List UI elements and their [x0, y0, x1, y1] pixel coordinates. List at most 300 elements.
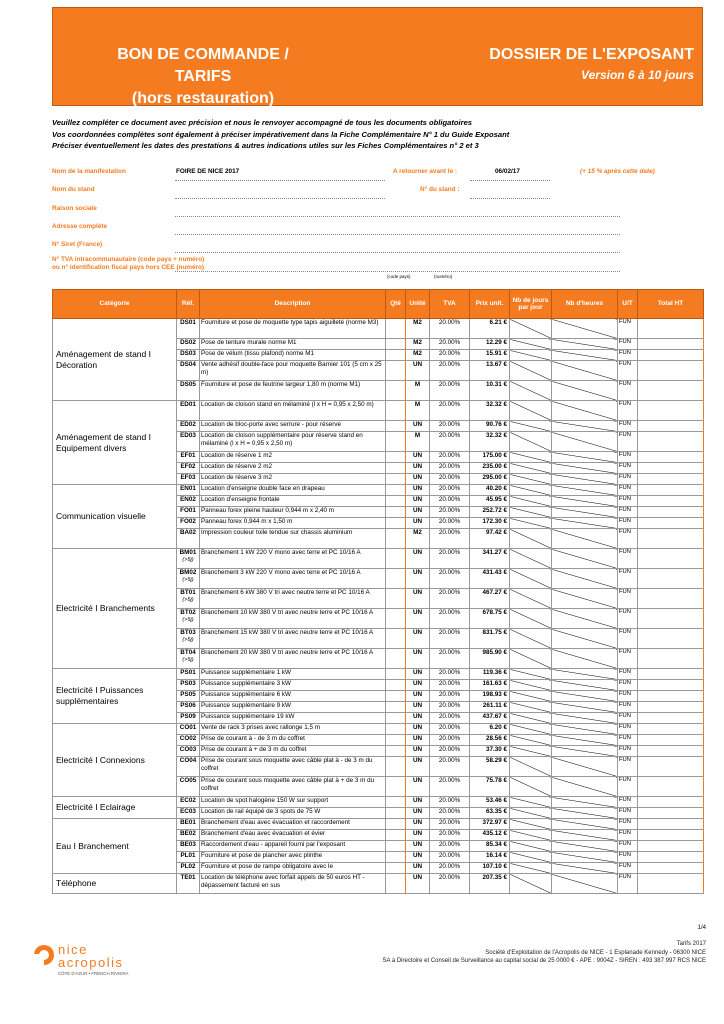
tva-cell: 20.00%: [430, 746, 470, 757]
hours-input[interactable]: [552, 863, 618, 874]
ut-cell: FUN: [618, 463, 638, 474]
hours-input[interactable]: [552, 808, 618, 819]
tva-cell: 20.00%: [430, 724, 470, 735]
table-row: [53, 874, 704, 894]
description-cell: Location de rail équipé de 3 spots de 75 W: [200, 808, 386, 819]
price-cell: 467.27 €: [470, 589, 510, 609]
description-cell: Puissance supplémentaire 9 kW: [200, 702, 386, 713]
col-total: Total HT: [638, 290, 704, 319]
ref-cell: [177, 808, 200, 819]
tva-cell: 20.00%: [430, 452, 470, 463]
ref-duration-note: (>5j): [182, 576, 194, 583]
days-input[interactable]: [510, 863, 552, 874]
price-cell: 37.30 €: [470, 746, 510, 757]
quantity-input[interactable]: [386, 702, 406, 713]
unit-cell: M: [406, 381, 430, 401]
days-input[interactable]: [510, 319, 552, 339]
quantity-input[interactable]: [386, 852, 406, 863]
siret-label: N° Siret (France): [52, 241, 103, 248]
hours-input[interactable]: [552, 518, 618, 529]
days-input[interactable]: [510, 680, 552, 691]
ut-cell: FUN: [618, 852, 638, 863]
hours-input[interactable]: [552, 649, 618, 669]
quantity-input[interactable]: [386, 713, 406, 724]
ref-cell: [177, 401, 200, 421]
hours-input[interactable]: [552, 609, 618, 629]
hours-input[interactable]: [552, 401, 618, 421]
days-input[interactable]: [510, 757, 552, 777]
ref-cell: [177, 381, 200, 401]
ref-cell: [177, 569, 200, 589]
quantity-input[interactable]: [386, 319, 406, 339]
hours-input[interactable]: [552, 680, 618, 691]
quantity-input[interactable]: [386, 863, 406, 874]
description-cell: Puissance supplémentaire 1 kW: [200, 669, 386, 680]
tva-cell: 20.00%: [430, 841, 470, 852]
days-input[interactable]: [510, 432, 552, 452]
days-input[interactable]: [510, 713, 552, 724]
days-input[interactable]: [510, 474, 552, 485]
hours-input[interactable]: [552, 841, 618, 852]
quantity-input[interactable]: [386, 609, 406, 629]
days-input[interactable]: [510, 724, 552, 735]
quantity-input[interactable]: [386, 691, 406, 702]
description-cell: Prise de courant sous moquette avec câble plat à - de 3 m du coffret: [200, 757, 386, 777]
col-hours: Nb d'heures: [552, 290, 618, 319]
quantity-input[interactable]: [386, 629, 406, 649]
hours-input[interactable]: [552, 421, 618, 432]
hours-input[interactable]: [552, 463, 618, 474]
category-cell: Electricité I Eclairage: [53, 797, 177, 819]
category-cell: Electricité I Connexions: [53, 724, 177, 797]
description-cell: Branchement 15 kW 380 V tri avec neutre terre et PC 10/16 A: [200, 629, 386, 649]
days-input[interactable]: [510, 549, 552, 569]
ref-code: EF02: [180, 463, 196, 470]
quantity-input[interactable]: [386, 463, 406, 474]
quantity-input[interactable]: [386, 549, 406, 569]
hours-input[interactable]: [552, 319, 618, 339]
ref-duration-note: (>5j): [182, 596, 194, 603]
ref-code: CO03: [179, 746, 197, 753]
hours-input[interactable]: [552, 797, 618, 808]
days-input[interactable]: [510, 421, 552, 432]
return-label: A retourner avant le :: [393, 168, 458, 175]
quantity-input[interactable]: [386, 589, 406, 609]
hours-input[interactable]: [552, 529, 618, 549]
ref-cell: [177, 797, 200, 808]
unit-cell: UN: [406, 713, 430, 724]
tva-cell: 20.00%: [430, 852, 470, 863]
siret-field[interactable]: [175, 252, 620, 253]
total-cell: [638, 669, 704, 680]
tva-cell: 20.00%: [430, 713, 470, 724]
days-input[interactable]: [510, 808, 552, 819]
days-input[interactable]: [510, 496, 552, 507]
ut-cell: FUN: [618, 549, 638, 569]
ref-cell: [177, 432, 200, 452]
quantity-input[interactable]: [386, 757, 406, 777]
description-cell: Location de réserve 2 m2: [200, 463, 386, 474]
unit-cell: UN: [406, 797, 430, 808]
tva-cell: 20.00%: [430, 830, 470, 841]
days-input[interactable]: [510, 339, 552, 350]
ut-cell: FUN: [618, 735, 638, 746]
hours-input[interactable]: [552, 350, 618, 361]
ut-cell: FUN: [618, 421, 638, 432]
price-cell: 15.91 €: [470, 350, 510, 361]
ref-cell: [177, 713, 200, 724]
ref-cell: [177, 589, 200, 609]
quantity-input[interactable]: [386, 669, 406, 680]
quantity-input[interactable]: [386, 339, 406, 350]
ut-cell: FUN: [618, 863, 638, 874]
table-row: [53, 797, 704, 808]
days-input[interactable]: [510, 874, 552, 894]
total-cell: [638, 589, 704, 609]
ref-cell: [177, 507, 200, 518]
description-cell: Puissance supplémentaire 19 kW: [200, 713, 386, 724]
description-cell: Prise de courant sous moquette avec câble plat à + de 3 m du coffret: [200, 777, 386, 797]
ref-code: BT02: [180, 609, 196, 616]
table-row: [53, 401, 704, 421]
intro-line: Veuillez compléter ce document avec précision et nous le renvoyer accompagné de tous les documents obligatoires: [52, 118, 473, 127]
ref-code: CO01: [179, 724, 197, 731]
hours-input[interactable]: [552, 757, 618, 777]
category-cell: Aménagement de stand I Equipement divers: [53, 401, 177, 485]
price-cell: 6.21 €: [470, 319, 510, 339]
total-cell: [638, 777, 704, 797]
tva-cell: 20.00%: [430, 529, 470, 549]
unit-cell: UN: [406, 589, 430, 609]
total-cell: [638, 649, 704, 669]
intro-line: Vos coordonnées complètes sont également à préciser impérativement dans la Fiche Complémentaire N° 1 du Guide Exposant: [52, 129, 510, 139]
hours-input[interactable]: [552, 874, 618, 894]
hours-input[interactable]: [552, 432, 618, 452]
total-cell: [638, 474, 704, 485]
tva-cell: 20.00%: [430, 569, 470, 589]
code-pays-hint: (code pays): [387, 274, 411, 279]
days-input[interactable]: [510, 485, 552, 496]
ref-cell: [177, 361, 200, 381]
unit-cell: M2: [406, 319, 430, 339]
quantity-input[interactable]: [386, 649, 406, 669]
adresse-label: Adresse complète: [52, 223, 108, 230]
total-cell: [638, 463, 704, 474]
category-cell: Electricité I Branchements: [53, 549, 177, 669]
total-cell: [638, 518, 704, 529]
description-cell: Location de cloison stand en mélaminé (l x H = 0,95 x 2,50 m): [200, 401, 386, 421]
days-input[interactable]: [510, 830, 552, 841]
unit-cell: UN: [406, 421, 430, 432]
days-input[interactable]: [510, 401, 552, 421]
days-input[interactable]: [510, 735, 552, 746]
hours-input[interactable]: [552, 507, 618, 518]
hours-input[interactable]: [552, 339, 618, 350]
order-table: [52, 289, 704, 894]
hours-input[interactable]: [552, 669, 618, 680]
ref-duration-note: (>5j): [182, 656, 194, 663]
price-cell: 6.20 €: [470, 724, 510, 735]
table-row: [53, 819, 704, 830]
tva-cell: 20.00%: [430, 702, 470, 713]
price-cell: 10.31 €: [470, 381, 510, 401]
stand-label: Nom du stand: [52, 186, 95, 193]
quantity-input[interactable]: [386, 485, 406, 496]
ref-cell: [177, 463, 200, 474]
tva-cell: 20.00%: [430, 691, 470, 702]
quantity-input[interactable]: [386, 432, 406, 452]
ref-code: DS04: [180, 361, 196, 368]
manifestation-value[interactable]: FOIRE DE NICE 2017: [176, 168, 240, 175]
description-cell: Branchement d'eau avec évacuation et raccordement: [200, 819, 386, 830]
total-cell: [638, 609, 704, 629]
total-cell: [638, 713, 704, 724]
unit-cell: UN: [406, 361, 430, 381]
quantity-input[interactable]: [386, 808, 406, 819]
price-cell: 97.42 €: [470, 529, 510, 549]
total-cell: [638, 381, 704, 401]
days-input[interactable]: [510, 507, 552, 518]
ut-cell: FUN: [618, 724, 638, 735]
raison-label: Raison sociale: [52, 205, 97, 212]
quantity-input[interactable]: [386, 777, 406, 797]
price-cell: 53.46 €: [470, 797, 510, 808]
price-cell: 295.00 €: [470, 474, 510, 485]
description-cell: Location de réserve 3 m2: [200, 474, 386, 485]
tva-cell: 20.00%: [430, 757, 470, 777]
ref-cell: [177, 485, 200, 496]
ref-cell: [177, 319, 200, 339]
quantity-input[interactable]: [386, 746, 406, 757]
quantity-input[interactable]: [386, 735, 406, 746]
hours-input[interactable]: [552, 629, 618, 649]
unit-cell: UN: [406, 808, 430, 819]
tva-cell: 20.00%: [430, 649, 470, 669]
hours-input[interactable]: [552, 474, 618, 485]
total-cell: [638, 702, 704, 713]
days-input[interactable]: [510, 691, 552, 702]
days-input[interactable]: [510, 589, 552, 609]
tva-cell: 20.00%: [430, 432, 470, 452]
description-cell: Location de bloc-porte avec serrure - pour réserve: [200, 421, 386, 432]
hours-input[interactable]: [552, 549, 618, 569]
total-cell: [638, 852, 704, 863]
stand-number-field[interactable]: [470, 198, 550, 199]
days-input[interactable]: [510, 629, 552, 649]
price-cell: 45.95 €: [470, 496, 510, 507]
quantity-input[interactable]: [386, 841, 406, 852]
ref-cell: [177, 669, 200, 680]
adresse-field[interactable]: [175, 234, 620, 235]
ref-duration-note: (>5j): [182, 636, 194, 643]
hours-input[interactable]: [552, 691, 618, 702]
ref-code: BA02: [179, 529, 197, 536]
total-cell: [638, 863, 704, 874]
tva-field[interactable]: [175, 271, 620, 272]
hours-input[interactable]: [552, 830, 618, 841]
col-ut: U/T: [618, 290, 638, 319]
logo-mark-cut: [30, 954, 44, 966]
hours-input[interactable]: [552, 361, 618, 381]
dossier-heading: DOSSIER DE L'EXPOSANT: [489, 46, 694, 63]
ut-cell: FUN: [618, 691, 638, 702]
total-cell: [638, 691, 704, 702]
days-input[interactable]: [510, 649, 552, 669]
ref-code: FO01: [180, 507, 196, 514]
description-cell: Location de réserve 1 m2: [200, 452, 386, 463]
ut-cell: FUN: [618, 680, 638, 691]
unit-cell: UN: [406, 569, 430, 589]
raison-field[interactable]: [175, 216, 620, 217]
days-input[interactable]: [510, 609, 552, 629]
ref-cell: [177, 830, 200, 841]
quantity-input[interactable]: [386, 401, 406, 421]
hours-input[interactable]: [552, 485, 618, 496]
days-input[interactable]: [510, 746, 552, 757]
nice-acropolis-logo: [30, 938, 160, 980]
days-input[interactable]: [510, 381, 552, 401]
quantity-input[interactable]: [386, 452, 406, 463]
stand-field[interactable]: [175, 198, 385, 199]
price-cell: 63.35 €: [470, 808, 510, 819]
quantity-input[interactable]: [386, 797, 406, 808]
quantity-input[interactable]: [386, 819, 406, 830]
quantity-input[interactable]: [386, 421, 406, 432]
category-cell: Eau I Branchement: [53, 819, 177, 874]
price-cell: 435.12 €: [470, 830, 510, 841]
ut-cell: FUN: [618, 830, 638, 841]
quantity-input[interactable]: [386, 361, 406, 381]
ref-code: BE01: [180, 819, 196, 826]
col-days: Nb de jours par jour: [510, 290, 552, 319]
quantity-input[interactable]: [386, 350, 406, 361]
description-cell: Branchement 3 kW 220 V mono avec terre et PC 10/16 A: [200, 569, 386, 589]
table-row: [53, 485, 704, 496]
ut-cell: FUN: [618, 507, 638, 518]
ref-duration-note: (>5j): [182, 616, 194, 623]
footer-tarifs: Tarifs 2017: [676, 941, 706, 947]
price-cell: 85.34 €: [470, 841, 510, 852]
unit-cell: M: [406, 401, 430, 421]
return-line: [470, 180, 550, 181]
ut-cell: FUN: [618, 713, 638, 724]
price-cell: 13.67 €: [470, 361, 510, 381]
total-cell: [638, 401, 704, 421]
price-cell: 261.11 €: [470, 702, 510, 713]
description-cell: Puissance supplémentaire 6 kW: [200, 691, 386, 702]
ut-cell: FUN: [618, 841, 638, 852]
days-input[interactable]: [510, 463, 552, 474]
quantity-input[interactable]: [386, 381, 406, 401]
tva-cell: 20.00%: [430, 339, 470, 350]
unit-cell: UN: [406, 649, 430, 669]
days-input[interactable]: [510, 777, 552, 797]
ref-code: ED02: [180, 421, 196, 428]
days-input[interactable]: [510, 797, 552, 808]
quantity-input[interactable]: [386, 529, 406, 549]
description-cell: Prise de courant à + de 3 m du coffret: [200, 746, 386, 757]
total-cell: [638, 808, 704, 819]
unit-cell: UN: [406, 724, 430, 735]
ref-code: EF03: [180, 474, 196, 481]
quantity-input[interactable]: [386, 680, 406, 691]
tva-cell: 20.00%: [430, 629, 470, 649]
ut-cell: FUN: [618, 702, 638, 713]
hours-input[interactable]: [552, 735, 618, 746]
days-input[interactable]: [510, 361, 552, 381]
quantity-input[interactable]: [386, 507, 406, 518]
days-input[interactable]: [510, 350, 552, 361]
hours-input[interactable]: [552, 381, 618, 401]
hours-input[interactable]: [552, 713, 618, 724]
col-tva: TVA: [430, 290, 470, 319]
ref-cell: [177, 691, 200, 702]
tva-cell: 20.00%: [430, 496, 470, 507]
days-input[interactable]: [510, 841, 552, 852]
unit-cell: UN: [406, 746, 430, 757]
tva-cell: 20.00%: [430, 361, 470, 381]
hours-input[interactable]: [552, 569, 618, 589]
tva-cell: 20.00%: [430, 381, 470, 401]
days-input[interactable]: [510, 702, 552, 713]
quantity-input[interactable]: [386, 496, 406, 507]
hours-input[interactable]: [552, 724, 618, 735]
hours-input[interactable]: [552, 746, 618, 757]
price-cell: 107.10 €: [470, 863, 510, 874]
description-cell: Vente adhésif double-face pour moquette Barnier 101 (5 cm x 25 m): [200, 361, 386, 381]
quantity-input[interactable]: [386, 518, 406, 529]
hours-input[interactable]: [552, 777, 618, 797]
hours-input[interactable]: [552, 702, 618, 713]
hours-input[interactable]: [552, 852, 618, 863]
ref-code: CO05: [179, 777, 197, 784]
days-input[interactable]: [510, 852, 552, 863]
ref-code: BT01: [180, 589, 196, 596]
tva-cell: 20.00%: [430, 863, 470, 874]
quantity-input[interactable]: [386, 569, 406, 589]
hours-input[interactable]: [552, 496, 618, 507]
days-input[interactable]: [510, 569, 552, 589]
days-input[interactable]: [510, 669, 552, 680]
days-input[interactable]: [510, 529, 552, 549]
days-input[interactable]: [510, 452, 552, 463]
ref-code: DS02: [180, 339, 196, 346]
ref-code: PS09: [180, 713, 196, 720]
ref-code: EF01: [180, 452, 196, 459]
days-input[interactable]: [510, 819, 552, 830]
hours-input[interactable]: [552, 452, 618, 463]
hours-input[interactable]: [552, 819, 618, 830]
description-cell: Pose de tenture murale norme M1: [200, 339, 386, 350]
price-cell: 678.75 €: [470, 609, 510, 629]
quantity-input[interactable]: [386, 830, 406, 841]
price-cell: 28.56 €: [470, 735, 510, 746]
days-input[interactable]: [510, 518, 552, 529]
return-date: 06/02/17: [495, 168, 520, 175]
manifestation-label: Nom de la manifestation: [52, 168, 126, 175]
quantity-input[interactable]: [386, 874, 406, 894]
quantity-input[interactable]: [386, 724, 406, 735]
hours-input[interactable]: [552, 589, 618, 609]
unit-cell: UN: [406, 757, 430, 777]
ut-cell: FUN: [618, 361, 638, 381]
ref-code: ED03: [180, 432, 196, 439]
ut-cell: FUN: [618, 319, 638, 339]
tva-cell: 20.00%: [430, 421, 470, 432]
ref-code: FO02: [180, 518, 196, 525]
quantity-input[interactable]: [386, 474, 406, 485]
col-categorie: Catégorie: [53, 290, 177, 319]
